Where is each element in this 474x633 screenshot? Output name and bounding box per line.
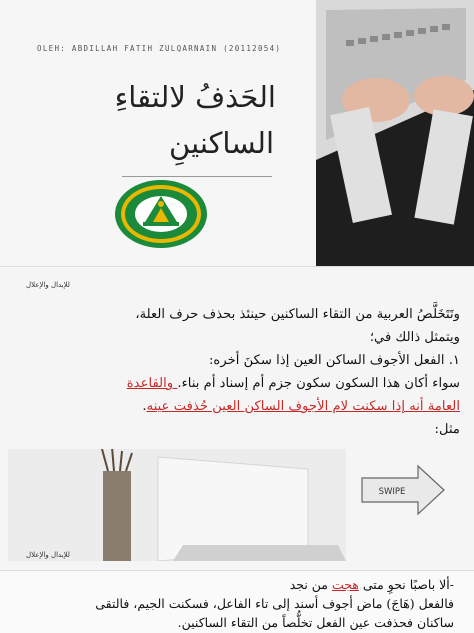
text-line: وتَتَخَلَّصُ العربية من التقاء الساكنين حينئذ بحذف حرف العلة، xyxy=(135,307,460,322)
text-segment: . xyxy=(142,399,147,414)
laptop-pencils-photo xyxy=(8,449,346,561)
highlighted-rule-text: والقاعدة xyxy=(126,376,178,391)
laptop-typing-photo xyxy=(316,0,474,266)
title-slide xyxy=(0,0,474,266)
highlighted-rule-text: العامة أنه إذا سكنت لام الأجوف الساكن العين حُذفت عينه xyxy=(146,399,460,414)
text-line: ساكنان فحذفت عين الفعل تخلُّصاً من التقاء الساكنين. xyxy=(177,615,454,630)
highlighted-word: هجت xyxy=(331,577,359,592)
example-text xyxy=(14,575,454,632)
slide-title-line-2: الساكنينِ xyxy=(169,126,274,160)
text-line xyxy=(14,575,454,594)
university-logo xyxy=(113,178,209,250)
author-line: OLEH: ABDILLAH FATIH ZULQARNAIN (20112054) xyxy=(37,44,282,53)
slide-header-label: للإبدال والإعلال xyxy=(26,281,70,289)
swipe-label: SWIPE xyxy=(378,487,406,497)
example-slide xyxy=(0,570,474,633)
text-line xyxy=(30,395,460,418)
text-line: فالفعل (هَاجَ) ماض أجوف أسند إلى تاء الفاعل، فسكنت الجيم، فالتقى xyxy=(95,596,454,611)
slide-title-line-1: الحَذفُ لالتقاءِ xyxy=(114,80,276,114)
text-line xyxy=(30,372,460,395)
content-slide xyxy=(0,266,474,571)
swipe-button[interactable] xyxy=(360,464,446,516)
title-panel xyxy=(0,0,316,266)
text-segment: -ألا باصبًا نحوِ متى xyxy=(358,577,454,592)
text-line: ١. الفعل الأجوف الساكن العين إذا سكنَ أخره: xyxy=(208,353,460,368)
text-line: ويتمثل ذالك في؛ xyxy=(369,330,460,345)
text-line: مثل: xyxy=(434,422,460,437)
slide-header-label: للإبدال والإعلال xyxy=(26,551,70,559)
title-divider xyxy=(122,176,272,177)
text-segment: من نجد xyxy=(289,577,332,592)
slide-body-text xyxy=(30,303,460,441)
text-segment: سواء أكان هذا السكون سكون جزم أم إسناد أم بناء. xyxy=(177,376,460,391)
